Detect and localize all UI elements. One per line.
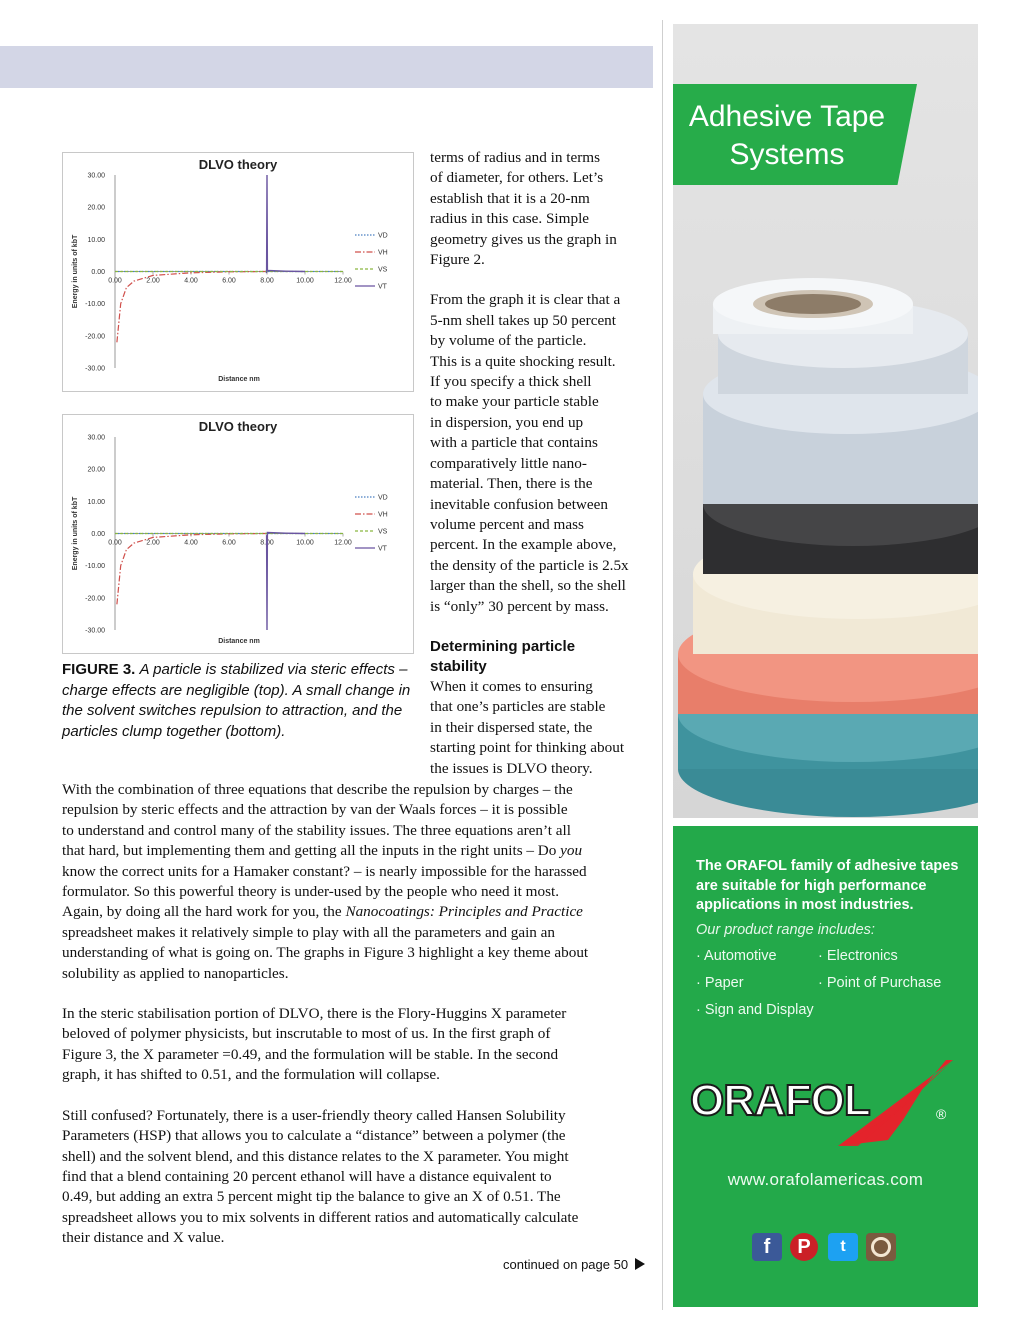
text-line: larger than the shell, so the shell xyxy=(430,577,626,595)
ad-url-link[interactable]: www.orafolamericas.com xyxy=(727,1170,924,1189)
x-tick-label: 2.00 xyxy=(146,539,160,547)
ad-item-automotive: · Automotive xyxy=(696,948,777,964)
legend-label-vs: VS xyxy=(378,266,388,274)
text-line: If you specify a thick shell xyxy=(430,373,592,391)
paragraph-flory-huggins xyxy=(62,1004,657,1086)
series-line-vt xyxy=(267,175,305,273)
text-line: know the correct units for a Hamaker constant? – is nearly impossible for the harassed xyxy=(62,862,587,880)
y-tick-label: 20.00 xyxy=(87,466,105,474)
y-axis-label: Energy in units of kbT xyxy=(72,234,79,309)
text-line: In the steric stabilisation portion of DLVO, there is the Flory-Huggins X parameter xyxy=(62,1005,567,1023)
x-axis-label: Distance nm xyxy=(218,376,260,383)
text-line: in their dispersed state, the xyxy=(430,718,593,736)
y-tick-label: -10.00 xyxy=(85,563,105,571)
paragraph-dlvo-equations xyxy=(62,780,657,984)
y-tick-label: 0.00 xyxy=(91,531,105,538)
text-line: that one’s particles are stable xyxy=(430,698,606,716)
x-tick-label: 0.00 xyxy=(108,277,122,285)
text-line: their distance and X value. xyxy=(62,1229,225,1247)
registered-mark: ® xyxy=(936,1106,947,1122)
text-line: volume percent and mass xyxy=(430,515,584,533)
legend-label-vs: VS xyxy=(378,528,388,536)
text-line: starting point for thinking about xyxy=(430,739,625,757)
text-line: Still confused? Fortunately, there is a user-friendly theory called Hansen Solubility xyxy=(62,1106,566,1124)
y-tick-label: -20.00 xyxy=(85,333,105,341)
y-axis-label: Energy in units of kbT xyxy=(72,496,79,571)
text-line: comparatively little nano- xyxy=(430,454,587,472)
text-line: with a particle that contains xyxy=(430,434,598,452)
chart-title: DLVO theory xyxy=(198,419,278,434)
text-line: spreadsheet allows you to mix solvents in different ratios and automatically calculate xyxy=(62,1208,579,1226)
legend-label-vd: VD xyxy=(378,494,388,502)
ad-item-sign-and-display: · Sign and Display xyxy=(696,1002,814,1018)
text-line: terms of radius and in terms xyxy=(430,149,600,166)
text-line: is “only” 30 percent by mass. xyxy=(430,597,609,615)
figure-caption xyxy=(62,660,422,742)
play-arrow-icon xyxy=(635,1258,645,1270)
instagram-icon[interactable] xyxy=(866,1233,896,1261)
legend-label-vt: VT xyxy=(378,545,387,553)
text-line: 0.49, but adding an extra 5 percent might tip the balance to give an X of 0.51. The xyxy=(62,1188,561,1206)
legend-label-vd: VD xyxy=(378,232,388,240)
y-tick-label: -30.00 xyxy=(85,627,105,635)
ad-tagline xyxy=(680,98,894,174)
text-line: to make your particle stable xyxy=(430,393,599,411)
subhead-line: stability xyxy=(430,657,487,675)
x-tick-label: 10.00 xyxy=(296,539,314,547)
text-line: material. Then, there is the xyxy=(430,475,593,493)
text-line: From the graph it is clear that a xyxy=(430,291,621,309)
text-line: of diameter, for others. Let’s xyxy=(430,169,604,187)
text-line xyxy=(62,902,657,922)
y-tick-label: -20.00 xyxy=(85,595,105,603)
text-line: repulsion by steric effects and the attraction by van der Waals forces – it is possible xyxy=(62,801,568,819)
chart-title: DLVO theory xyxy=(198,157,278,172)
x-axis-label: Distance nm xyxy=(218,638,260,645)
series-line-vt xyxy=(267,533,305,631)
text-line: 5-nm shell takes up 50 percent xyxy=(430,311,616,329)
x-tick-label: 6.00 xyxy=(222,277,236,285)
ad-item-point-of-purchase: · Point of Purchase xyxy=(818,975,942,991)
full-width-column xyxy=(62,780,657,1249)
y-tick-label: 20.00 xyxy=(87,204,105,212)
x-tick-label: 12.00 xyxy=(334,277,352,285)
caption-text: A particle is stabilized via steric effects – charge effects are negligible (top). A small change in the solvent switches repulsion to attraction, and the particles clump together (bottom). xyxy=(62,661,411,740)
y-tick-label: -30.00 xyxy=(85,365,105,373)
text-line: Figure 2. xyxy=(430,251,485,269)
text-line: formulator. So this powerful theory is under-used by the people who need it most. xyxy=(62,883,559,901)
text-line: inevitable confusion between xyxy=(430,495,608,513)
right-column xyxy=(430,148,660,779)
orafol-wordmark: ORAFOL xyxy=(690,1076,870,1125)
tagline-line: Systems xyxy=(729,138,845,171)
column-divider xyxy=(662,20,663,1310)
caption-label: FIGURE 3. xyxy=(62,661,136,678)
continued-text: continued on page 50 xyxy=(503,1257,629,1272)
text-line: the density of the particle is 2.5x xyxy=(430,556,629,574)
text-line: percent. In the example above, xyxy=(430,536,617,554)
legend-label-vh: VH xyxy=(378,511,388,519)
text-line: understanding of what is going on. The graphs in Figure 3 highlight a key theme about xyxy=(62,944,589,962)
x-tick-label: 2.00 xyxy=(146,277,160,285)
x-tick-label: 4.00 xyxy=(184,277,198,285)
ad-range-title: Our product range includes: xyxy=(696,922,875,938)
text-line: spreadsheet makes it relatively simple to play with all the parameters and gain an xyxy=(62,923,556,941)
y-tick-label: -10.00 xyxy=(85,301,105,309)
orafol-logo xyxy=(688,1058,958,1148)
ad-item-paper: · Paper xyxy=(696,975,744,991)
x-tick-label: 12.00 xyxy=(334,539,352,547)
text-line xyxy=(62,841,657,861)
pinterest-icon[interactable]: P xyxy=(790,1233,818,1261)
text-line: to understand and control many of the stability issues. The three equations aren’t all xyxy=(62,821,571,839)
y-tick-label: 30.00 xyxy=(87,434,105,442)
subhead-line: Determining particle xyxy=(430,637,576,655)
text-line: Figure 3, the X parameter =0.49, and the formulation will be stable. In the second xyxy=(62,1045,559,1063)
tagline-line: Adhesive Tape xyxy=(688,100,886,133)
paragraph-dlvo-intro xyxy=(430,677,660,779)
text-line: With the combination of three equations that describe the repulsion by charges – the xyxy=(62,781,573,798)
ad-lead-text: The ORAFOL family of adhesive tapes are suitable for high performance applications in most industries. xyxy=(696,858,959,913)
text-line: When it comes to ensuring xyxy=(430,677,593,695)
x-tick-label: 10.00 xyxy=(296,277,314,285)
subhead-particle-stability xyxy=(430,637,660,677)
text-line: by volume of the particle. xyxy=(430,332,587,350)
x-tick-label: 4.00 xyxy=(184,539,198,547)
x-tick-label: 6.00 xyxy=(222,539,236,547)
header-band xyxy=(0,46,653,88)
y-tick-label: 10.00 xyxy=(87,498,105,506)
text-line: geometry gives us the graph in xyxy=(430,230,617,248)
text-line: shell) and the solvent blend, and this distance relates to the X parameter. You might xyxy=(62,1147,569,1165)
facebook-icon[interactable]: f xyxy=(752,1233,782,1261)
dlvo-chart-top xyxy=(62,152,414,392)
x-tick-label: 8.00 xyxy=(260,277,274,285)
paragraph-shell-volume xyxy=(430,290,660,617)
chart-svg xyxy=(63,153,413,391)
legend-label-vh: VH xyxy=(378,249,388,257)
x-tick-label: 0.00 xyxy=(108,539,122,547)
text-line: graph, it has shifted to 0.51, and the formulation will collapse. xyxy=(62,1066,440,1084)
text-line: beloved of polymer physicists, but inscrutable to most of us. In the first graph of xyxy=(62,1025,551,1043)
text-line: radius in this case. Simple xyxy=(430,210,590,228)
dlvo-chart-bottom xyxy=(62,414,414,654)
y-tick-label: 30.00 xyxy=(87,172,105,180)
text-run: that hard, but implementing them and getting all the inputs in the right units – Do xyxy=(62,842,561,860)
text-line: solubility as applied to nanoparticles. xyxy=(62,964,289,982)
y-tick-label: 0.00 xyxy=(91,269,105,276)
continued-link[interactable] xyxy=(503,1257,645,1272)
ad-item-electronics: · Electronics xyxy=(818,948,898,964)
paragraph-hansen xyxy=(62,1106,657,1249)
twitter-icon[interactable]: t xyxy=(828,1233,858,1261)
text-line: in dispersion, you end up xyxy=(430,413,584,431)
legend-label-vt: VT xyxy=(378,283,387,291)
text-line: establish that it is a 20-nm xyxy=(430,189,590,207)
text-run: Again, by doing all the hard work for you, the xyxy=(62,903,346,921)
paragraph-radius xyxy=(430,148,660,270)
y-tick-label: 10.00 xyxy=(87,236,105,244)
book-title: Nanocoatings: Principles and Practice xyxy=(345,903,583,921)
text-line: Parameters (HSP) that allows you to calculate a “distance” between a polymer (the xyxy=(62,1127,566,1145)
text-line: find that a blend containing 20 percent ethanol will have a distance equivalent to xyxy=(62,1167,552,1185)
x-tick-label: 8.00 xyxy=(260,539,274,547)
chart-svg xyxy=(63,415,413,653)
text-line: This is a quite shocking result. xyxy=(430,352,616,370)
text-line: the issues is DLVO theory. xyxy=(430,759,593,777)
italic-run: you xyxy=(560,842,583,860)
